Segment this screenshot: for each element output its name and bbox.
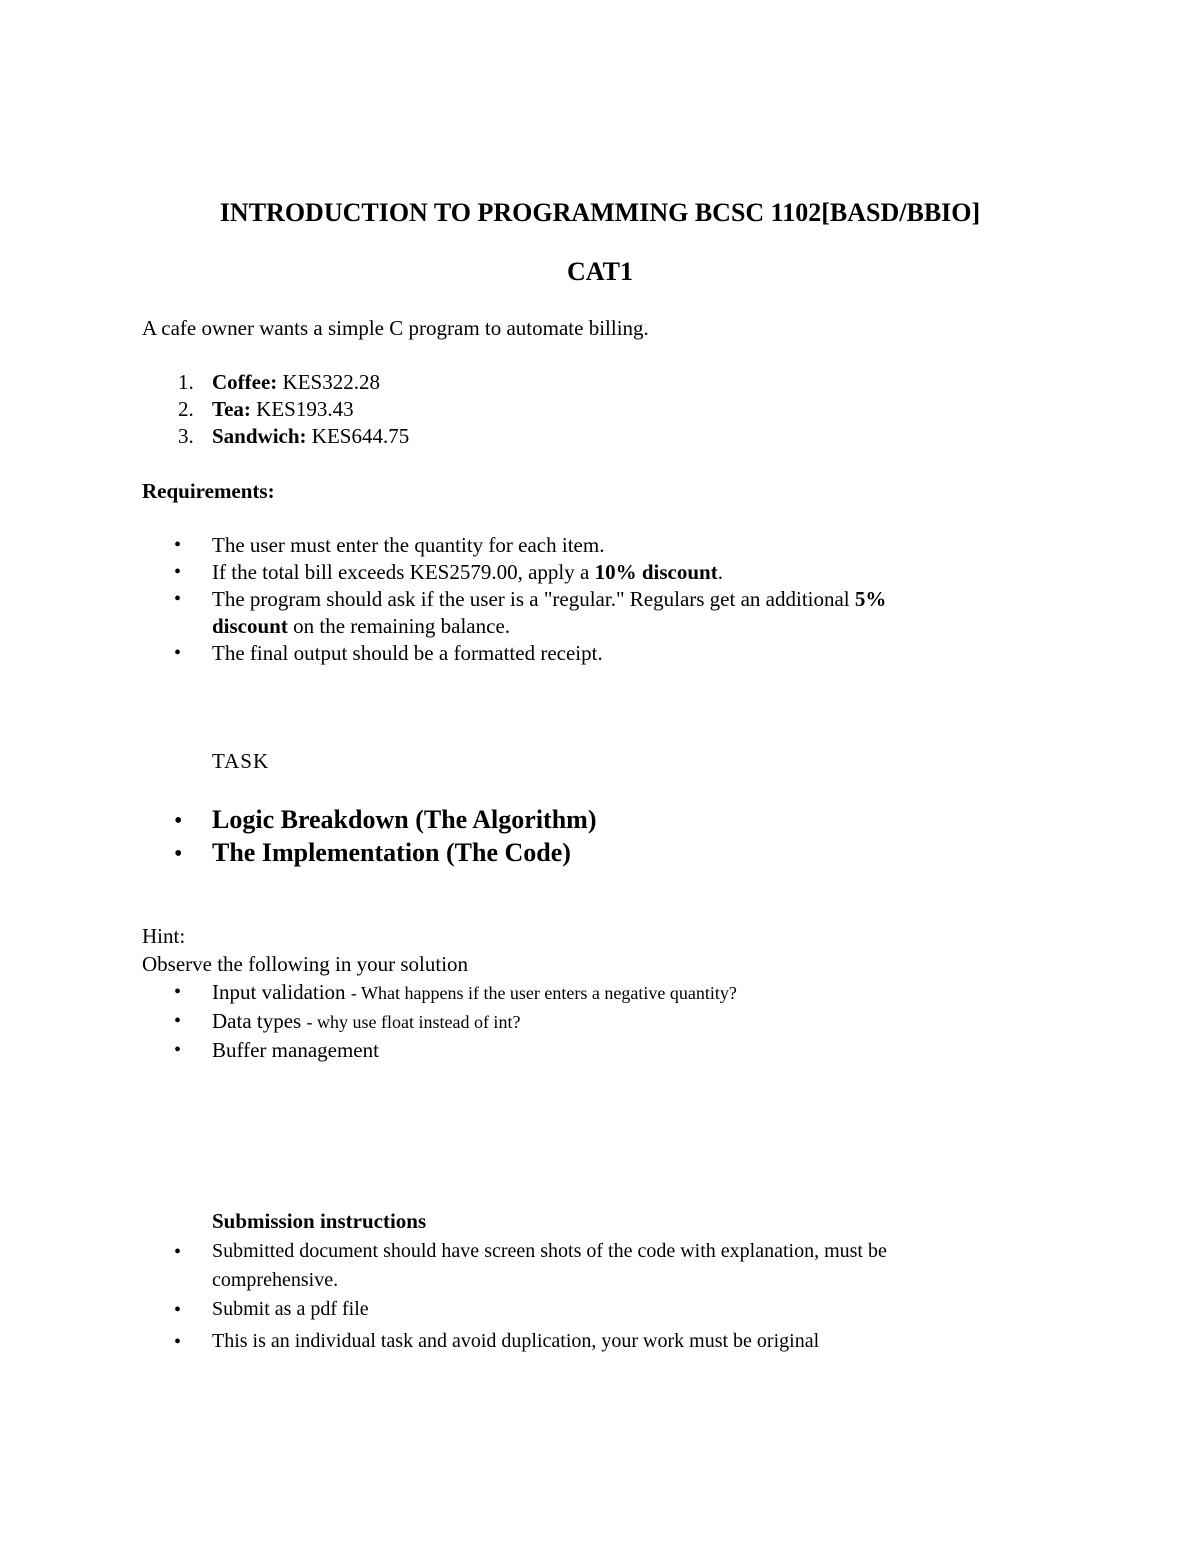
requirement-item: The final output should be a formatted receipt. — [212, 641, 603, 665]
list-number: 3. — [178, 424, 194, 448]
hint-topic: Data types — [212, 1009, 307, 1033]
hint-detail: - why use float instead of int? — [306, 1012, 521, 1032]
task-item: The Implementation (The Code) — [212, 838, 571, 867]
hint-item — [212, 980, 737, 1005]
bullet-icon: • — [174, 841, 183, 867]
requirement-emphasis: discount — [212, 614, 288, 638]
bullet-icon: • — [174, 642, 182, 664]
hint-label: Hint: — [142, 924, 186, 948]
submission-item: Submitted document should have screen shots of the code with explanation, must be — [212, 1240, 887, 1262]
menu-item-price: KES644.75 — [311, 424, 410, 448]
menu-item-name: Tea: — [212, 397, 251, 421]
menu-item-name: Sandwich: — [212, 424, 307, 448]
requirement-text: If the total bill exceeds KES2579.00, apply a — [212, 560, 595, 584]
bullet-icon: • — [174, 588, 182, 610]
requirement-text: The program should ask if the user is a "regular." Regulars get an additional — [212, 587, 855, 611]
task-heading: TASK — [212, 749, 270, 773]
requirement-item — [212, 560, 723, 585]
intro-paragraph: A cafe owner wants a simple C program to automate billing. — [142, 316, 649, 340]
bullet-icon: • — [174, 808, 183, 834]
bullet-icon: • — [174, 1039, 182, 1061]
bullet-icon: • — [174, 1241, 182, 1263]
hint-intro: Observe the following in your solution — [142, 952, 469, 976]
requirement-item — [212, 587, 886, 612]
bullet-icon: • — [174, 1010, 182, 1032]
list-number: 1. — [178, 370, 194, 394]
requirement-text: on the remaining balance. — [287, 614, 511, 638]
requirements-heading: Requirements: — [142, 479, 275, 503]
hint-item: Buffer management — [212, 1038, 379, 1062]
page-title: INTRODUCTION TO PROGRAMMING BCSC 1102[BASD/BBIO] — [219, 198, 981, 227]
page-subtitle: CAT1 — [567, 257, 633, 286]
requirement-emphasis: 5% — [854, 587, 887, 611]
submission-item-continued: comprehensive. — [212, 1269, 339, 1291]
menu-item-sandwich — [212, 424, 409, 449]
requirement-text: . — [717, 560, 723, 584]
menu-item-price: KES322.28 — [282, 370, 380, 394]
hint-detail: - What happens if the user enters a negative quantity? — [350, 983, 737, 1003]
bullet-icon: • — [174, 534, 182, 556]
menu-item-name: Coffee: — [212, 370, 278, 394]
bullet-icon: • — [174, 1299, 182, 1321]
list-number: 2. — [178, 397, 194, 421]
menu-item-price: KES193.43 — [256, 397, 354, 421]
submission-item: Submit as a pdf file — [212, 1298, 369, 1320]
submission-heading: Submission instructions — [212, 1209, 427, 1233]
requirement-item-continued — [212, 614, 510, 639]
hint-item — [212, 1009, 520, 1034]
submission-item: This is an individual task and avoid duplication, your work must be original — [212, 1330, 820, 1352]
requirement-emphasis: 10% discount — [594, 560, 718, 584]
menu-item-tea — [212, 397, 354, 422]
requirement-item: The user must enter the quantity for each item. — [212, 533, 605, 557]
hint-topic: Input validation — [212, 980, 351, 1004]
task-item: Logic Breakdown (The Algorithm) — [212, 805, 597, 834]
menu-item-coffee — [212, 370, 380, 395]
bullet-icon: • — [174, 561, 182, 583]
bullet-icon: • — [174, 1331, 182, 1353]
bullet-icon: • — [174, 981, 182, 1003]
